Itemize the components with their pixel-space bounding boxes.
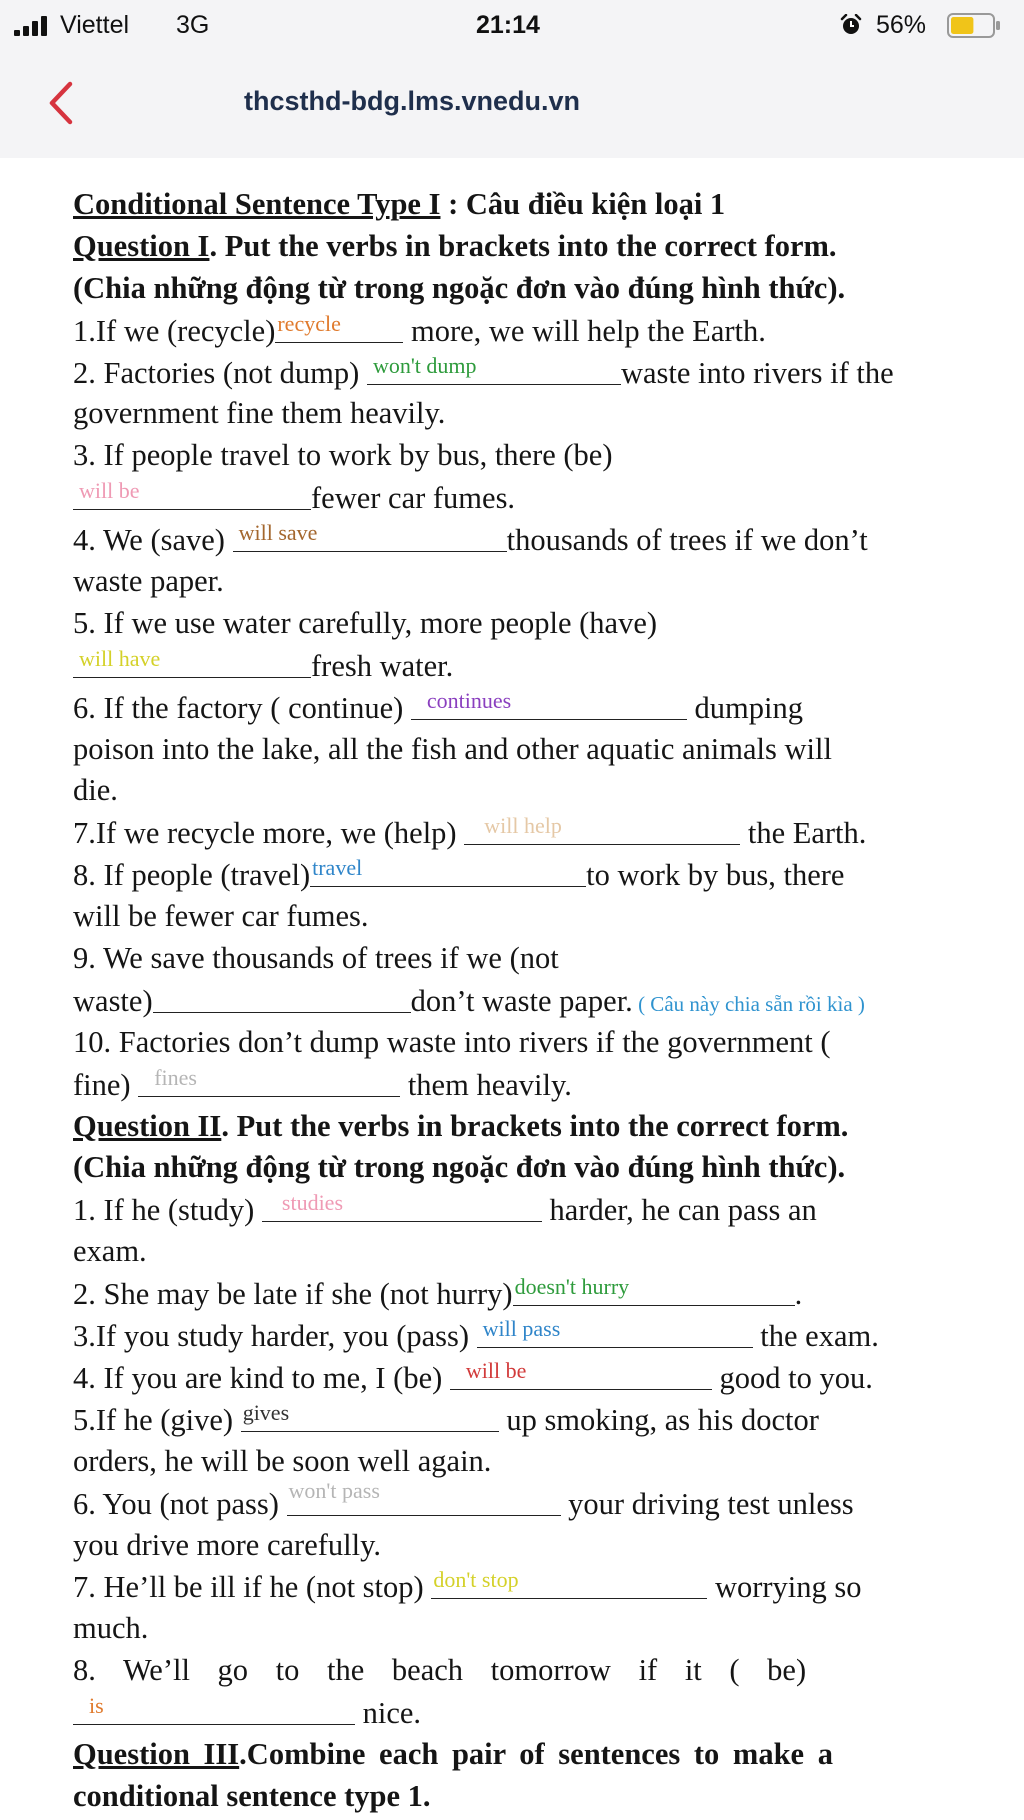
text: up smoking, as his doctor <box>498 1402 819 1437</box>
q1-item-4 <box>73 519 973 561</box>
battery-fill <box>951 17 973 34</box>
answer-text: continues <box>426 687 512 713</box>
q3-heading-underlined: Question III <box>73 1736 240 1771</box>
text: 5.If he (give) <box>73 1402 241 1437</box>
answer-text: won't dump <box>372 352 477 378</box>
answer-blank <box>241 1399 499 1432</box>
text: 2. She may be late if she (not hurry) <box>73 1277 513 1312</box>
q1-heading-vi: (Chia những động từ trong ngoặc đơn vào đúng hình thức). <box>73 270 846 305</box>
text: to work by bus, there <box>586 858 845 893</box>
text: 7.If we recycle more, we (help) <box>73 816 465 851</box>
text: them heavily. <box>400 1067 572 1102</box>
answer-blank <box>73 645 311 678</box>
answer-text: don't stop <box>433 1567 519 1593</box>
status-bar <box>0 0 1024 52</box>
back-chevron-icon[interactable] <box>44 78 78 128</box>
q1-heading <box>73 226 973 268</box>
answer-text: recycle <box>277 310 341 336</box>
answer-text: will pass <box>482 1316 561 1342</box>
q2-item-2 <box>73 1273 973 1315</box>
text: fresh water. <box>311 648 454 683</box>
q1-item-9: 9. We save thousands of trees if we (not <box>73 941 559 976</box>
q1-item-2-cont: government fine them heavily. <box>73 396 446 431</box>
q2-item-5 <box>73 1399 973 1441</box>
q3-heading-rest: .Combine each pair of sentences to make a <box>239 1736 833 1771</box>
text: 4. If you are kind to me, I (be) <box>73 1360 450 1395</box>
network-type: 3G <box>176 11 210 39</box>
answer-text: will save <box>238 520 318 546</box>
q2-item-6-cont: you drive more carefully. <box>73 1527 381 1562</box>
q2-item-1-cont: exam. <box>73 1234 147 1269</box>
title-underlined: Conditional Sentence Type I <box>73 187 441 221</box>
q1-item-7 <box>73 812 973 854</box>
answer-blank <box>464 812 740 845</box>
answer-blank <box>262 1189 542 1222</box>
answer-blank <box>73 1692 355 1725</box>
text: 1. If he (study) <box>73 1193 262 1228</box>
answer-text: will have <box>79 645 161 671</box>
alarm-icon <box>840 14 862 36</box>
text: good to you. <box>711 1360 873 1395</box>
doc-title <box>73 184 973 226</box>
answer-blank <box>138 1064 400 1097</box>
text: 1.If we (recycle) <box>73 313 276 348</box>
browser-url-bar <box>0 52 1024 158</box>
text: thousands of trees if we don’t <box>506 523 868 558</box>
answer-text: doesn't hurry <box>514 1274 630 1300</box>
q1-item-5: 5. If we use water carefully, more people (have) <box>73 605 658 640</box>
q3-heading <box>73 1734 973 1776</box>
q2-heading <box>73 1106 973 1148</box>
q2-item-1 <box>73 1189 973 1231</box>
q3-heading-cont: conditional sentence type 1. <box>73 1778 431 1813</box>
q1-item-8 <box>73 854 973 896</box>
q1-item-1 <box>73 310 973 352</box>
q2-heading-rest: . Put the verbs in brackets into the correct form. <box>221 1108 849 1143</box>
q1-item-10-cont <box>73 1064 973 1106</box>
answer-blank <box>411 687 687 720</box>
answer-blank <box>233 519 507 552</box>
carrier-name: Viettel <box>60 11 130 39</box>
answer-blank <box>450 1357 712 1390</box>
q1-item-4-cont: waste paper. <box>73 564 224 599</box>
answer-blank <box>513 1273 795 1306</box>
text: 8. If people (travel) <box>73 858 311 893</box>
text: fewer car fumes. <box>311 481 516 516</box>
answer-text: will be <box>79 478 140 504</box>
answer-text: won't pass <box>288 1477 380 1503</box>
q2-item-8-cont <box>73 1692 973 1734</box>
battery-percent: 56% <box>876 11 927 39</box>
text: more, we will help the Earth. <box>403 313 766 348</box>
text: fine) <box>73 1067 139 1102</box>
answer-blank <box>73 477 311 510</box>
answer-blank <box>367 352 621 385</box>
text: 2. Factories (not dump) <box>73 355 367 390</box>
q1-heading-rest: . Put the verbs in brackets into the correct form. <box>209 228 837 263</box>
text: nice. <box>355 1696 422 1731</box>
q1-item-2 <box>73 352 973 394</box>
worksheet-document <box>73 184 973 1818</box>
answer-text: studies <box>281 1190 344 1216</box>
q1-item-8-cont: will be fewer car fumes. <box>73 899 369 934</box>
answer-text: is <box>89 1693 104 1719</box>
q2-heading-underlined: Question II <box>73 1108 222 1143</box>
text: dumping <box>686 690 803 725</box>
answer-blank <box>275 310 403 343</box>
battery-icon <box>947 13 1001 38</box>
q1-item-5-cont <box>73 645 973 687</box>
text: the exam. <box>752 1319 879 1354</box>
signal-icon <box>14 16 50 36</box>
title-rest: : Câu điều kiện loại 1 <box>440 187 726 221</box>
text: your driving test unless <box>560 1486 854 1521</box>
q1-item-9-cont <box>73 980 973 1022</box>
q2-item-8: 8. We’ll go to the beach tomorrow if it ( be) <box>73 1653 807 1688</box>
q1-item-6-cont: poison into the lake, all the fish and other aquatic animals will <box>73 731 832 766</box>
text: waste) <box>73 983 153 1018</box>
answer-blank <box>477 1315 753 1348</box>
q1-item-6-end: die. <box>73 773 118 808</box>
answer-text: will be <box>465 1357 527 1383</box>
q1-item-3-cont <box>73 477 973 519</box>
text: . <box>794 1277 803 1312</box>
text: 6. You (not pass) <box>73 1486 287 1521</box>
text: 4. We (save) <box>73 523 233 558</box>
q2-heading-vi: (Chia những động từ trong ngoặc đơn vào đúng hình thức). <box>73 1150 846 1185</box>
answer-text: will help <box>484 813 562 839</box>
text: don’t waste paper. <box>410 983 633 1018</box>
text: 3.If you study harder, you (pass) <box>73 1319 477 1354</box>
answer-text: fines <box>154 1064 197 1090</box>
q1-item-10: 10. Factories don’t dump waste into rivers if the government ( <box>73 1024 831 1059</box>
text: 6. If the factory ( continue) <box>73 690 411 725</box>
text: waste into rivers if the <box>620 355 894 390</box>
answer-text: gives <box>242 1399 290 1425</box>
q2-item-7-cont: much. <box>73 1611 149 1646</box>
q2-item-3 <box>73 1315 973 1357</box>
text: harder, he can pass an <box>541 1193 817 1228</box>
text: 7. He’ll be ill if he (not stop) <box>73 1570 432 1605</box>
url-text[interactable]: thcsthd-bdg.lms.vnedu.vn <box>244 86 581 116</box>
q1-heading-underlined: Question I <box>73 228 210 263</box>
q2-item-6 <box>73 1477 973 1525</box>
answer-blank <box>431 1566 707 1599</box>
teacher-note: ( Câu này chia sẵn rồi kìa ) <box>632 991 865 1016</box>
q2-item-5-cont: orders, he will be soon well again. <box>73 1443 492 1478</box>
q2-item-4 <box>73 1357 973 1399</box>
answer-blank <box>310 854 586 887</box>
q2-item-7 <box>73 1566 973 1608</box>
answer-blank <box>153 980 411 1013</box>
answer-text: travel <box>312 855 363 881</box>
q1-item-3: 3. If people travel to work by bus, there (be) <box>73 438 613 473</box>
clock: 21:14 <box>476 11 540 39</box>
text: worrying so <box>707 1570 862 1605</box>
answer-blank <box>287 1477 561 1516</box>
text: the Earth. <box>740 816 867 851</box>
q1-item-6 <box>73 687 973 729</box>
